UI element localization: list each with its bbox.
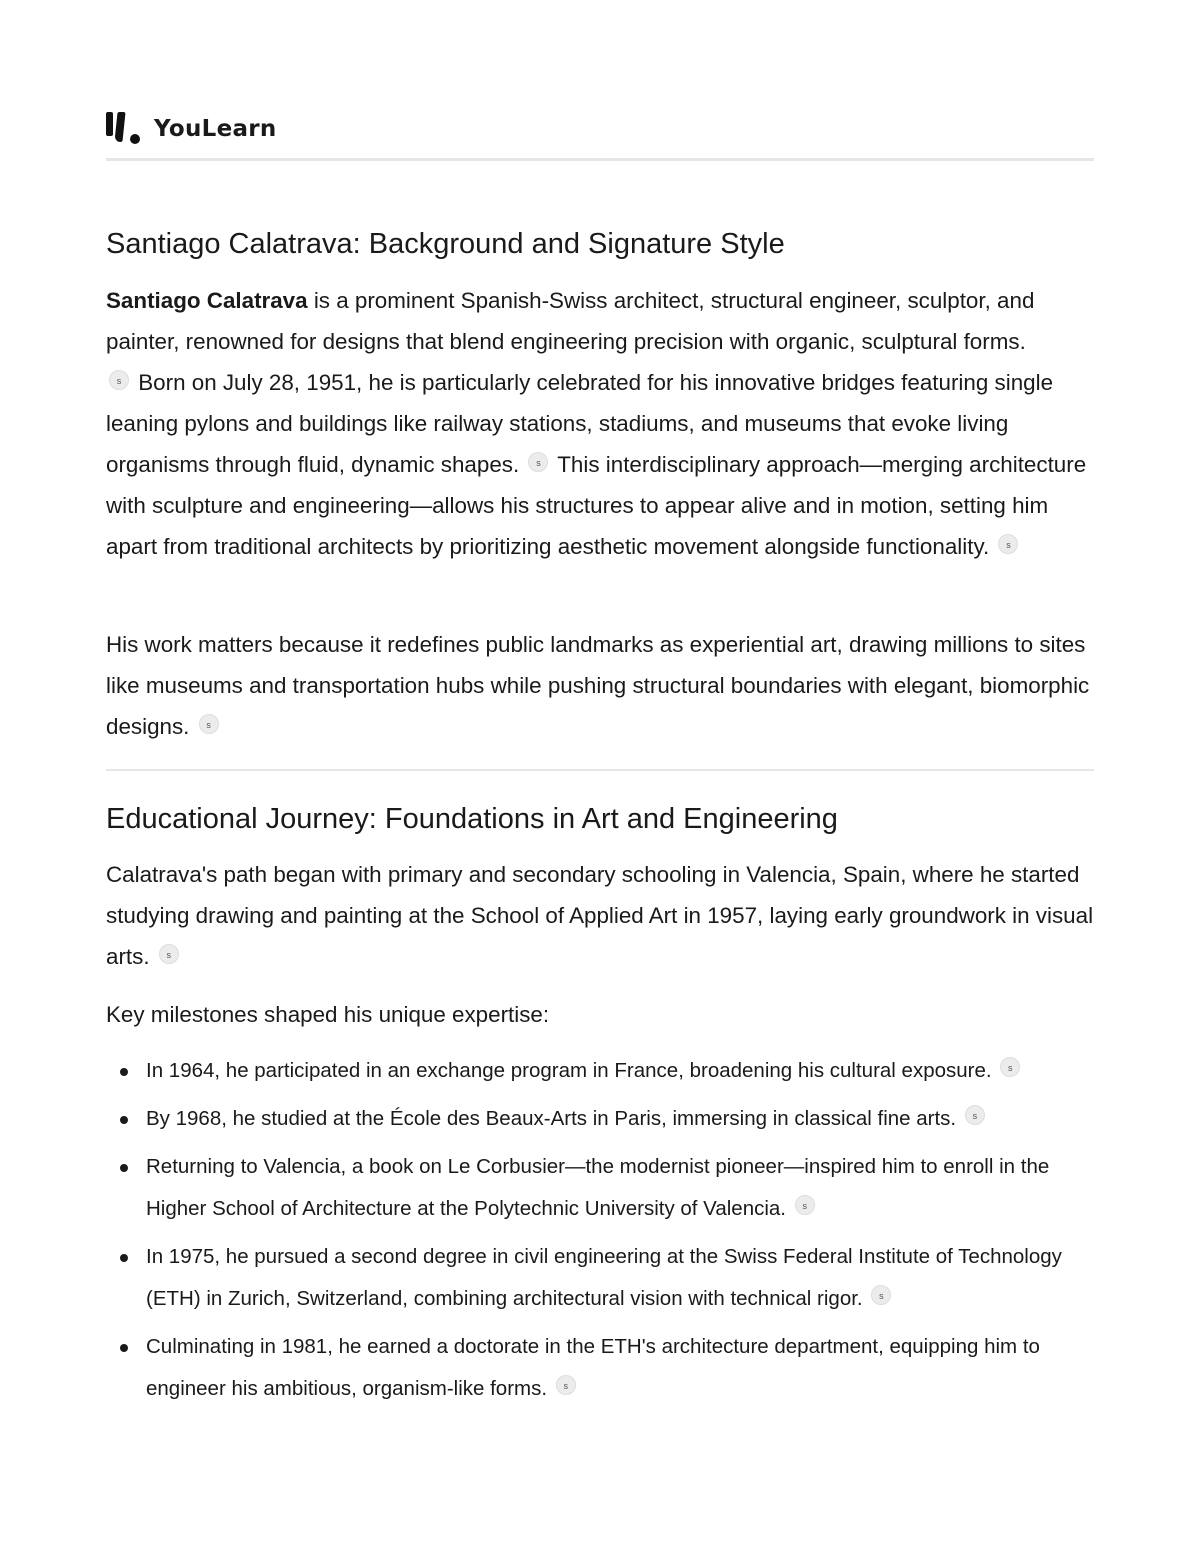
citation-badge[interactable]: s	[1000, 1057, 1020, 1077]
list-item: In 1964, he participated in an exchange program in France, broadening his cultural exposure. s	[106, 1050, 1096, 1092]
citation-badge[interactable]: s	[871, 1285, 891, 1305]
citation-badge[interactable]: s	[556, 1375, 576, 1395]
paragraph-significance: His work matters because it redefines public landmarks as experiential art, drawing millions to sites like museums and transportation hubs while pushing structural boundaries with elegant, biomorphic designs. s	[106, 632, 1090, 739]
citation-badge[interactable]: s	[109, 370, 129, 390]
citation-badge[interactable]: s	[159, 944, 179, 964]
paragraph-background: Santiago Calatrava is a prominent Spanish-Swiss architect, structural engineer, sculptor, and painter, renowned for designs that blend engineering precision with organic, sculptural forms. s Born on July 28, 1951, he is particularly celebrated for his innovative bridges featuring single leaning pylons and buildings like railway stations, stadiums, and museums that evoke living organisms through fluid, dynamic shapes. s This interdisciplinary approach—merging architecture with sculpture and engineering—allows his structures to appear alive and in motion, setting him apart from traditional architects by prioritizing aesthetic movement alongside functionality. s	[106, 288, 1087, 559]
list-item: In 1975, he pursued a second degree in civil engineering at the Swiss Federal Institute of Technology (ETH) in Zurich, Switzerland, combining architectural vision with technical rigor. s	[106, 1236, 1096, 1320]
section-divider	[106, 769, 1094, 771]
citation-badge[interactable]: s	[528, 452, 548, 472]
paragraph-education-intro: Calatrava's path began with primary and secondary schooling in Valencia, Spain, where he started studying drawing and painting at the School of Applied Art in 1957, laying early groundwork in visual arts. s	[106, 862, 1094, 969]
milestones-list	[106, 1050, 1096, 1416]
citation-badge[interactable]: s	[795, 1195, 815, 1215]
citation-badge[interactable]: s	[199, 714, 219, 734]
citation-badge[interactable]: s	[998, 534, 1018, 554]
section-heading-background: Santiago Calatrava: Background and Signature Style	[106, 228, 785, 260]
list-item: By 1968, he studied at the École des Beaux-Arts in Paris, immersing in classical fine arts. s	[106, 1098, 1096, 1140]
subject-name: Santiago Calatrava	[106, 288, 308, 313]
section-heading-education: Educational Journey: Foundations in Art and Engineering	[106, 803, 838, 835]
list-item: Returning to Valencia, a book on Le Corbusier—the modernist pioneer—inspired him to enroll in the Higher School of Architecture at the Polytechnic University of Valencia. s	[106, 1146, 1096, 1230]
brand-logo[interactable]	[106, 110, 277, 144]
list-item: Culminating in 1981, he earned a doctorate in the ETH's architecture department, equipping him to engineer his ambitious, organism-like forms. s	[106, 1326, 1096, 1410]
citation-badge[interactable]: s	[965, 1105, 985, 1125]
youlearn-logo-icon	[106, 110, 146, 144]
paragraph-milestones-intro: Key milestones shaped his unique expertise:	[106, 1002, 550, 1027]
brand-name: YouLearn	[154, 115, 277, 142]
header-bar	[106, 108, 1094, 161]
